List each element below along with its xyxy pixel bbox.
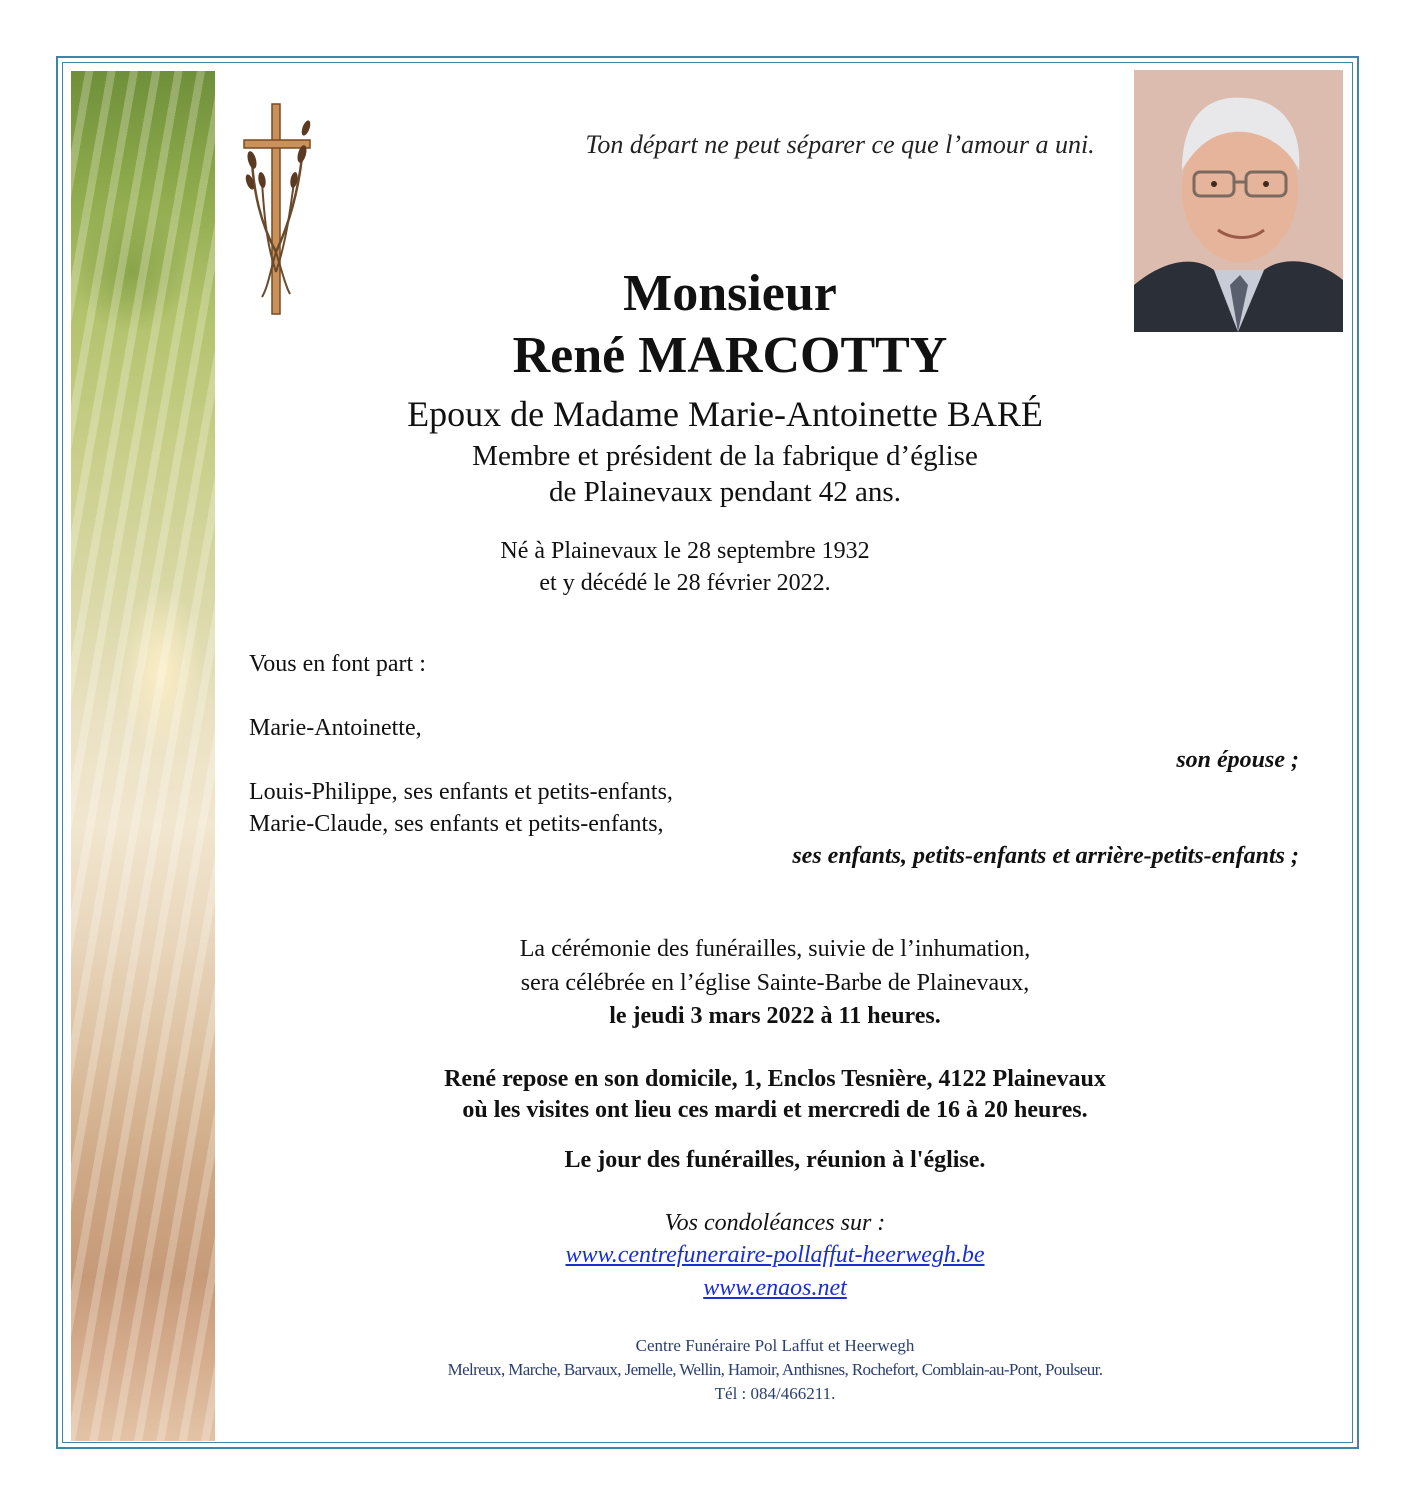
- forest-path-image: [71, 71, 215, 1441]
- visits-line-2: où les visites ont lieu ces mardi et mercredi de 16 à 20 heures.: [462, 1097, 1088, 1123]
- meeting-notice: Le jour des funérailles, réunion à l'église.: [564, 1147, 986, 1173]
- footer-company: Centre Funéraire Pol Laffut et Heerwegh: [635, 1336, 915, 1355]
- birth-date: Né à Plainevaux le 28 septembre 1932: [500, 538, 870, 564]
- announcement-intro: Vous en font part :: [249, 651, 426, 677]
- condolences-label: Vos condoléances sur :: [664, 1210, 886, 1236]
- spouse-name: Marie-Antoinette,: [249, 715, 422, 741]
- condolences-link-funeral-center[interactable]: www.centrefuneraire-pollaffut-heerwegh.be: [565, 1242, 985, 1268]
- role-line-2: de Plainevaux pendant 42 ans.: [549, 476, 901, 508]
- condolences-link-enaos[interactable]: www.enaos.net: [703, 1275, 847, 1301]
- portrait-photo: [1134, 70, 1343, 332]
- visits-line-1: René repose en son domicile, 1, Enclos Tesnière, 4122 Plainevaux: [444, 1066, 1106, 1092]
- ceremony-date: le jeudi 3 mars 2022 à 11 heures.: [609, 1003, 941, 1029]
- children-relation: ses enfants, petits-enfants et arrière-petits-enfants ;: [792, 843, 1299, 869]
- spouse-line: Epoux de Madame Marie-Antoinette BARÉ: [407, 394, 1043, 434]
- epitaph-quote: Ton départ ne peut séparer ce que l’amour a uni.: [585, 130, 1095, 159]
- child-2: Marie-Claude, ses enfants et petits-enfants,: [249, 811, 664, 837]
- deceased-name: René MARCOTTY: [512, 327, 948, 384]
- honorific-title: Monsieur: [623, 265, 837, 322]
- footer-locations: Melreux, Marche, Barvaux, Jemelle, Wellin, Hamoir, Anthisnes, Rochefort, Comblain-au-Pont, Poulseur.: [447, 1360, 1103, 1379]
- spouse-relation: son épouse ;: [1176, 747, 1299, 773]
- portrait-illustration: [1134, 70, 1343, 332]
- child-1: Louis-Philippe, ses enfants et petits-enfants,: [249, 779, 673, 805]
- cross-with-wheat-icon: [240, 102, 314, 316]
- ceremony-line-1: La cérémonie des funérailles, suivie de l’inhumation,: [519, 936, 1031, 962]
- role-line-1: Membre et président de la fabrique d’église: [472, 440, 978, 472]
- footer-phone: Tél : 084/466211.: [714, 1384, 836, 1403]
- ceremony-line-2: sera célébrée en l’église Sainte-Barbe de Plainevaux,: [520, 970, 1030, 996]
- death-date: et y décédé le 28 février 2022.: [539, 570, 831, 596]
